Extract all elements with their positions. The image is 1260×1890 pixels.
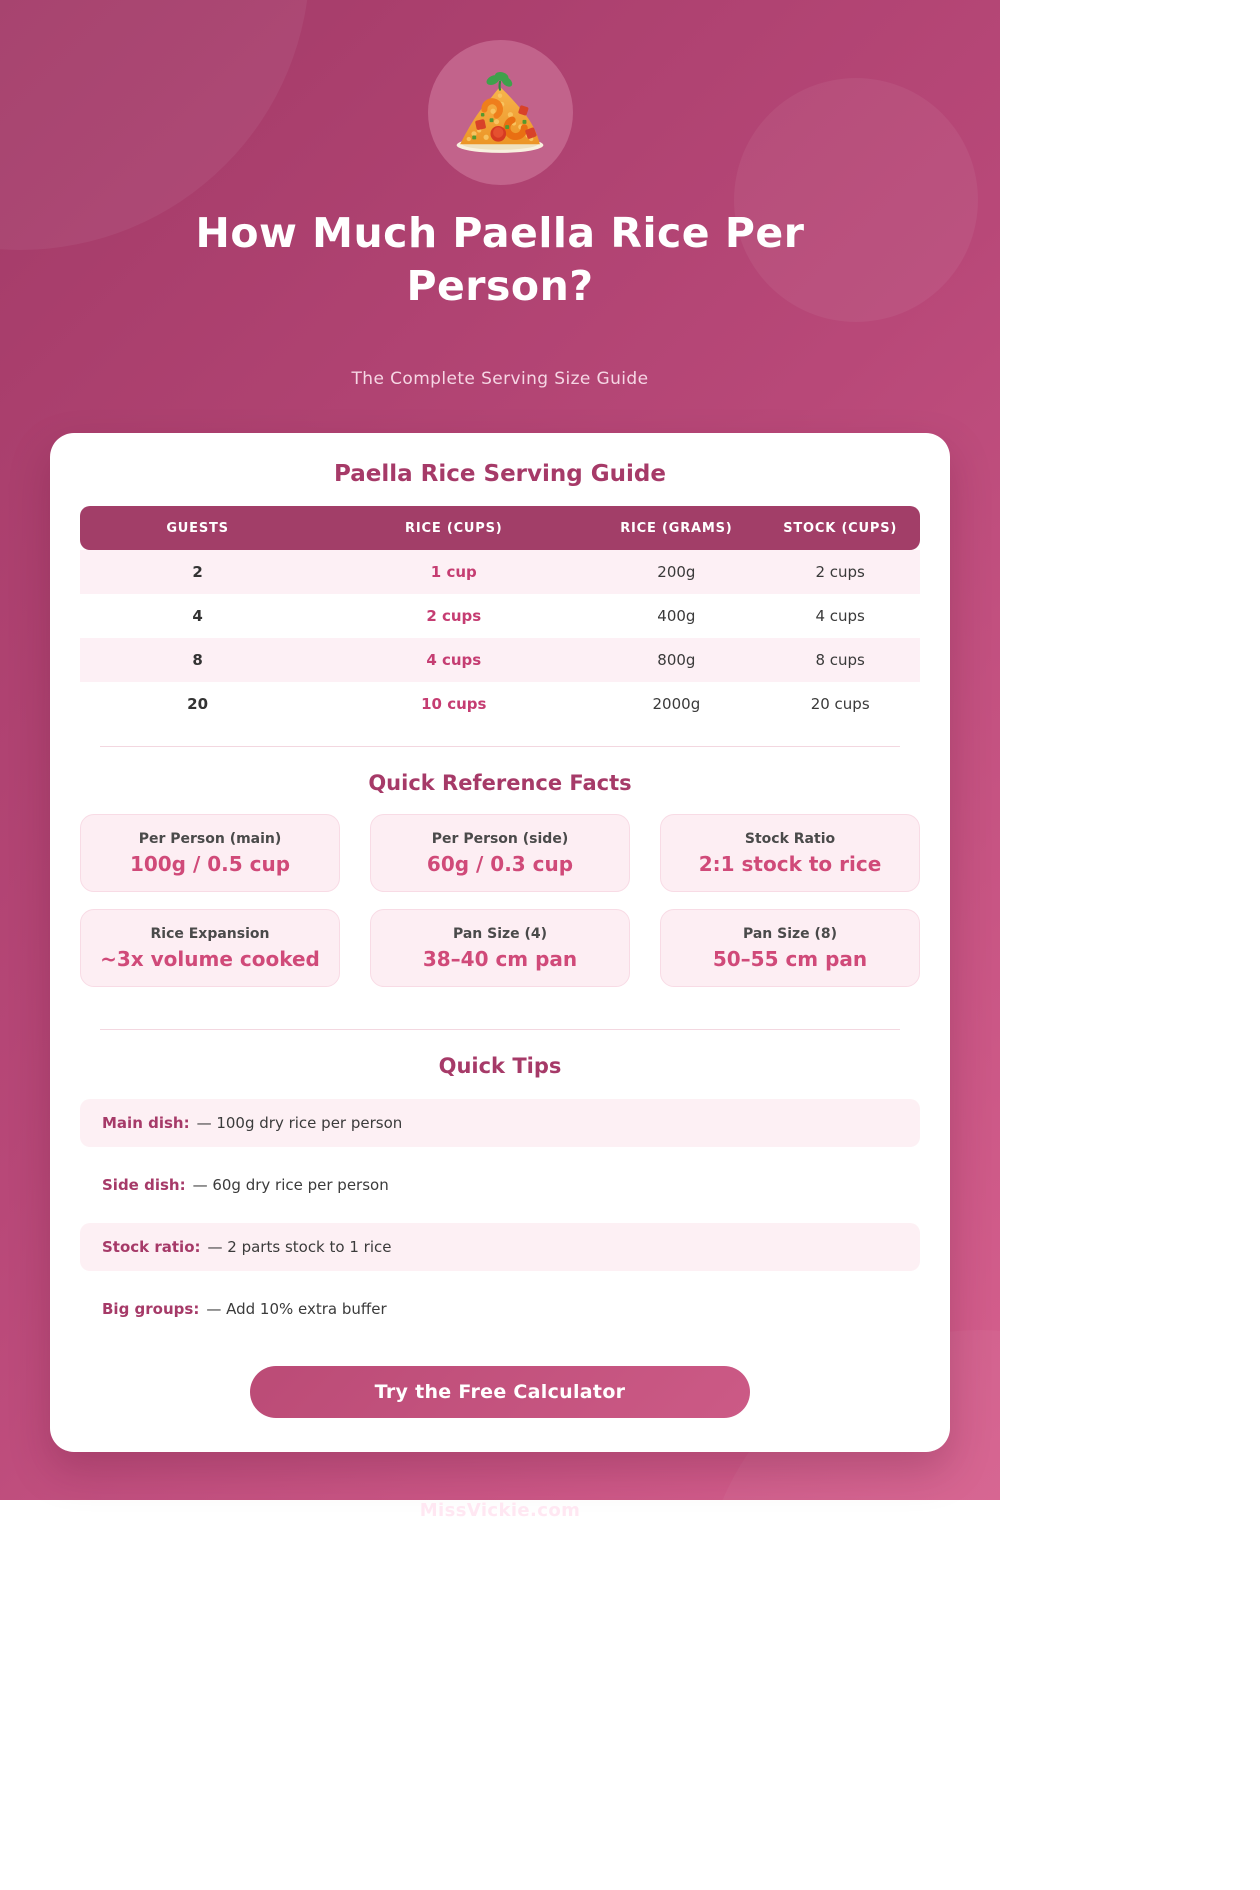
divider <box>100 746 900 747</box>
page-title: How Much Paella Rice Per Person? <box>195 209 805 310</box>
tip-label: Side dish: <box>102 1176 186 1194</box>
tip-label: Big groups: <box>102 1300 200 1318</box>
serving-table-body <box>80 550 920 726</box>
cell-stock-cups: 2 cups <box>815 563 865 581</box>
cell-guests: 8 <box>192 651 203 669</box>
cell-stock-cups: 20 cups <box>810 695 870 713</box>
cell-rice-cups: 4 cups <box>426 651 482 669</box>
tips-heading: Quick Tips <box>438 1054 562 1078</box>
cell-rice-cups: 10 cups <box>421 695 487 713</box>
serving-table-header-row <box>80 506 920 550</box>
page-subtitle: The Complete Serving Size Guide <box>351 369 649 389</box>
serving-table <box>80 506 920 726</box>
cell-rice-cups: 2 cups <box>426 607 482 625</box>
column-header-stock-cups: STOCK (CUPS) <box>783 520 898 536</box>
fact-label: Stock Ratio <box>744 830 836 847</box>
tip-text: — 100g dry rice per person <box>196 1114 403 1132</box>
divider <box>100 1029 900 1030</box>
fact-value: 100g / 0.5 cup <box>129 851 291 876</box>
fact-card <box>80 814 340 892</box>
cta-container <box>80 1366 920 1418</box>
paella-icon-badge <box>428 40 573 185</box>
column-header-rice-cups: RICE (CUPS) <box>405 520 503 536</box>
column-header-guests: GUESTS <box>166 520 229 536</box>
fact-value: 60g / 0.3 cup <box>426 851 574 876</box>
hero-header <box>0 0 1000 389</box>
tip-row <box>80 1223 920 1271</box>
paella-dish-icon <box>448 69 552 157</box>
table-row <box>80 594 920 638</box>
cell-rice-grams: 200g <box>657 563 696 581</box>
cell-guests: 2 <box>192 563 203 581</box>
fact-value: 50–55 cm pan <box>712 946 868 971</box>
fact-value: 38–40 cm pan <box>422 946 578 971</box>
tip-row <box>80 1285 920 1333</box>
tip-text: — Add 10% extra buffer <box>206 1300 387 1318</box>
fact-value: ~3x volume cooked <box>100 946 320 971</box>
serving-guide-heading: Paella Rice Serving Guide <box>334 461 666 487</box>
table-row <box>80 638 920 682</box>
cta-button[interactable]: Try the Free Calculator <box>250 1366 750 1418</box>
fact-label: Rice Expansion <box>150 925 270 942</box>
cell-guests: 4 <box>192 607 203 625</box>
fact-label: Per Person (main) <box>138 830 282 847</box>
fact-label: Per Person (side) <box>431 830 569 847</box>
cell-rice-grams: 2000g <box>652 695 701 713</box>
footer-brand: MissVickie.com <box>419 1500 581 1521</box>
cell-stock-cups: 4 cups <box>815 607 865 625</box>
fact-card <box>660 909 920 987</box>
fact-card <box>660 814 920 892</box>
fact-card <box>370 909 630 987</box>
cell-rice-grams: 400g <box>657 607 696 625</box>
content-card <box>50 433 950 1452</box>
tips-list <box>80 1099 920 1333</box>
cell-rice-grams: 800g <box>657 651 696 669</box>
tip-label: Stock ratio: <box>102 1238 201 1256</box>
fact-label: Pan Size (4) <box>452 925 548 942</box>
tip-label: Main dish: <box>102 1114 190 1132</box>
tip-row <box>80 1161 920 1209</box>
table-row <box>80 682 920 726</box>
table-row <box>80 550 920 594</box>
cell-stock-cups: 8 cups <box>815 651 865 669</box>
facts-heading: Quick Reference Facts <box>368 771 632 795</box>
cell-rice-cups: 1 cup <box>430 563 477 581</box>
fact-value: 2:1 stock to rice <box>698 851 882 876</box>
fact-label: Pan Size (8) <box>742 925 838 942</box>
tip-row <box>80 1099 920 1147</box>
tip-text: — 2 parts stock to 1 rice <box>207 1238 392 1256</box>
fact-card <box>370 814 630 892</box>
tip-text: — 60g dry rice per person <box>192 1176 389 1194</box>
fact-card <box>80 909 340 987</box>
cell-guests: 20 <box>187 695 209 713</box>
facts-grid <box>80 814 920 987</box>
column-header-rice-grams: RICE (GRAMS) <box>620 520 733 536</box>
